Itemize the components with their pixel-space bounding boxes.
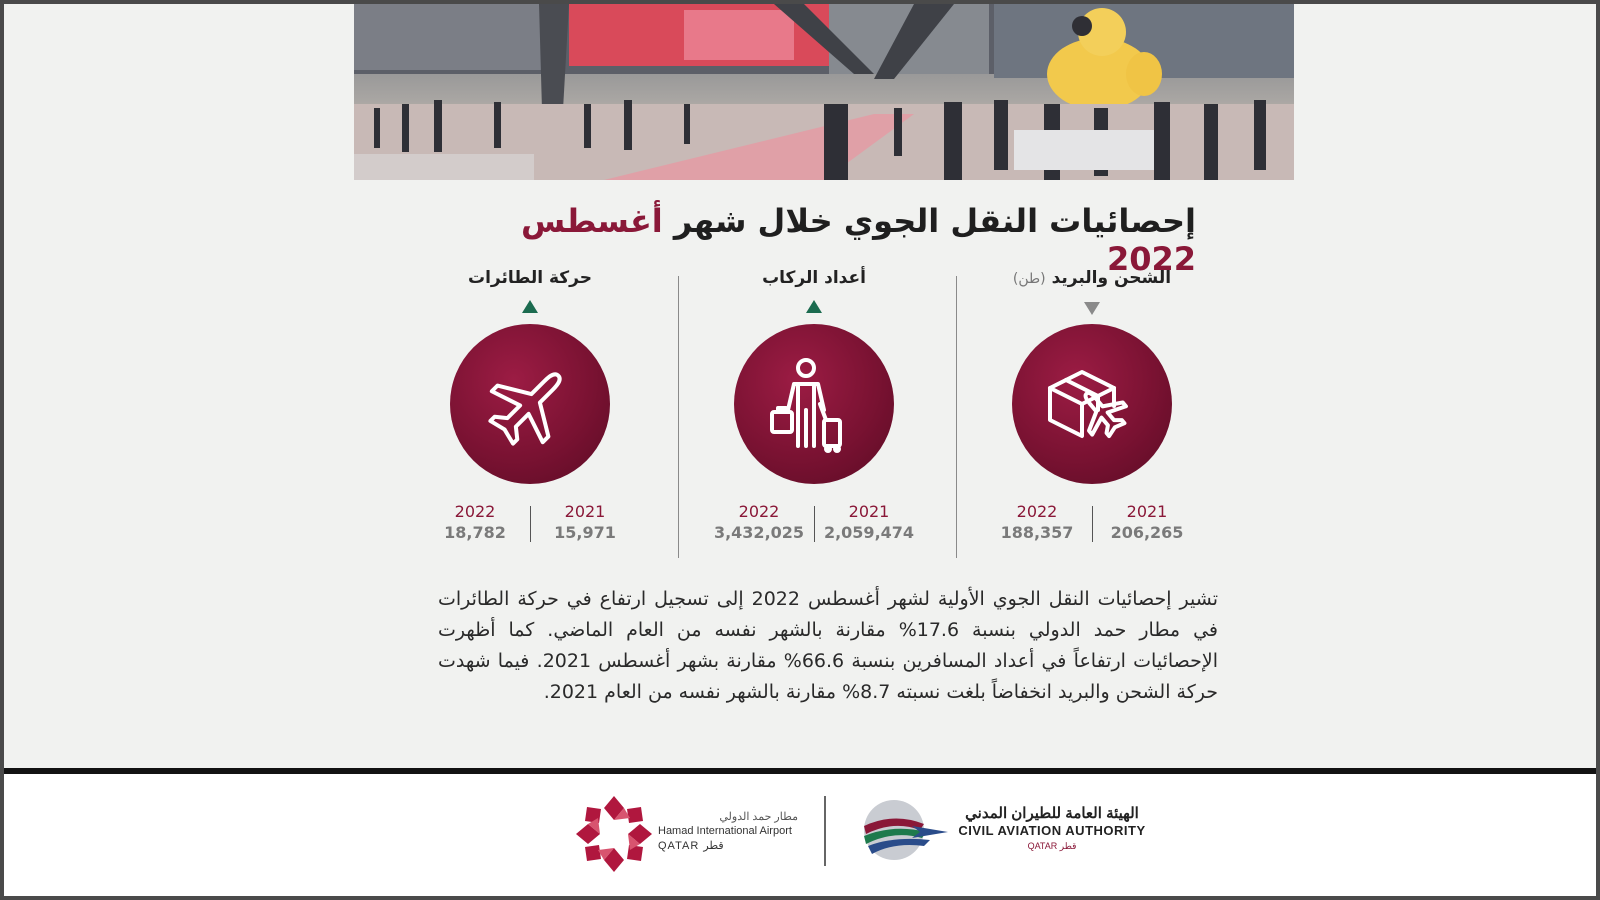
stat-column-passengers	[674, 266, 954, 556]
stat-value: 2,059,474	[823, 523, 915, 542]
stat-value: 15,971	[554, 523, 616, 542]
summary-paragraph: تشير إحصائيات النقل الجوي الأولية لشهر أغسطس 2022 إلى تسجيل ارتفاع في حركة الطائرات في مطار حمد الدولي بنسبة 17.6% مقارنة بالشهر نفسه من العام الماضي. كما أظهرت الإحصائيات ارتفاعاً في أعداد المسافرين بنسبة 66.6% مقارنة بشهر أغسطس 2021. فيما شهدت حركة الشحن والبريد انخفاضاً بلغت نسبته 8.7% مقارنة بالشهر نفسه من العام 2021.	[438, 588, 1218, 703]
footer-logos	[4, 774, 1596, 896]
hamad-airport-text	[658, 810, 798, 852]
stat-year-2021	[530, 502, 640, 544]
stat-values	[390, 502, 670, 552]
stat-label: الشحن والبريد	[1051, 268, 1172, 288]
civil-aviation-text	[952, 804, 1152, 852]
stat-column-heading	[952, 268, 1232, 288]
stat-year-2021	[814, 502, 924, 544]
stat-year: 2021	[1126, 502, 1168, 521]
airplane-icon	[450, 324, 610, 484]
hamad-airport-english: Hamad International Airport	[658, 825, 792, 837]
trend-up-icon	[522, 300, 538, 313]
infographic	[4, 4, 1596, 896]
stat-value: 206,265	[1110, 523, 1184, 542]
civil-aviation-emblem-icon	[854, 796, 950, 866]
civil-aviation-country: QATAR قطر	[1027, 841, 1077, 851]
stat-column-cargo	[952, 266, 1232, 556]
civil-aviation-english: CIVIL AVIATION AUTHORITY	[958, 823, 1146, 838]
stat-year-2022	[420, 502, 530, 544]
airport-terminal-photo	[354, 4, 1294, 180]
stat-year: 2022	[738, 502, 780, 521]
title-prefix: إحصائيات النقل الجوي خلال شهر	[673, 202, 1196, 240]
stat-values	[952, 502, 1232, 552]
hamad-airport-emblem-icon	[574, 794, 654, 874]
stat-value: 18,782	[444, 523, 506, 542]
footer-logo-divider	[824, 796, 826, 866]
cargo-box-plane-icon	[1012, 324, 1172, 484]
stat-value: 188,357	[1000, 523, 1074, 542]
stat-value: 3,432,025	[713, 523, 805, 542]
stat-column-aircraft	[390, 266, 670, 556]
stat-column-heading	[674, 268, 954, 288]
stat-year: 2021	[564, 502, 606, 521]
hamad-airport-logo	[574, 794, 804, 874]
stat-column-heading	[390, 268, 670, 288]
traveler-luggage-icon	[734, 324, 894, 484]
trend-up-icon	[806, 300, 822, 313]
stat-label: أعداد الركاب	[762, 268, 866, 288]
stat-label: حركة الطائرات	[468, 268, 592, 288]
stat-year: 2022	[1016, 502, 1058, 521]
hamad-airport-arabic: مطار حمد الدولي	[719, 811, 798, 823]
stat-values	[674, 502, 954, 552]
stat-year-2021	[1092, 502, 1202, 544]
stat-unit: (طن)	[1012, 271, 1046, 287]
hamad-airport-country: QATAR قطر	[658, 840, 724, 852]
title-highlight: أغسطس 2022	[520, 202, 1196, 278]
trend-down-icon	[1084, 302, 1100, 315]
stat-year-2022	[704, 502, 814, 544]
civil-aviation-authority-logo	[854, 796, 1154, 876]
stat-year-2022	[982, 502, 1092, 544]
stat-year: 2021	[848, 502, 890, 521]
stat-year: 2022	[454, 502, 496, 521]
civil-aviation-arabic: الهيئة العامة للطيران المدني	[965, 805, 1139, 822]
